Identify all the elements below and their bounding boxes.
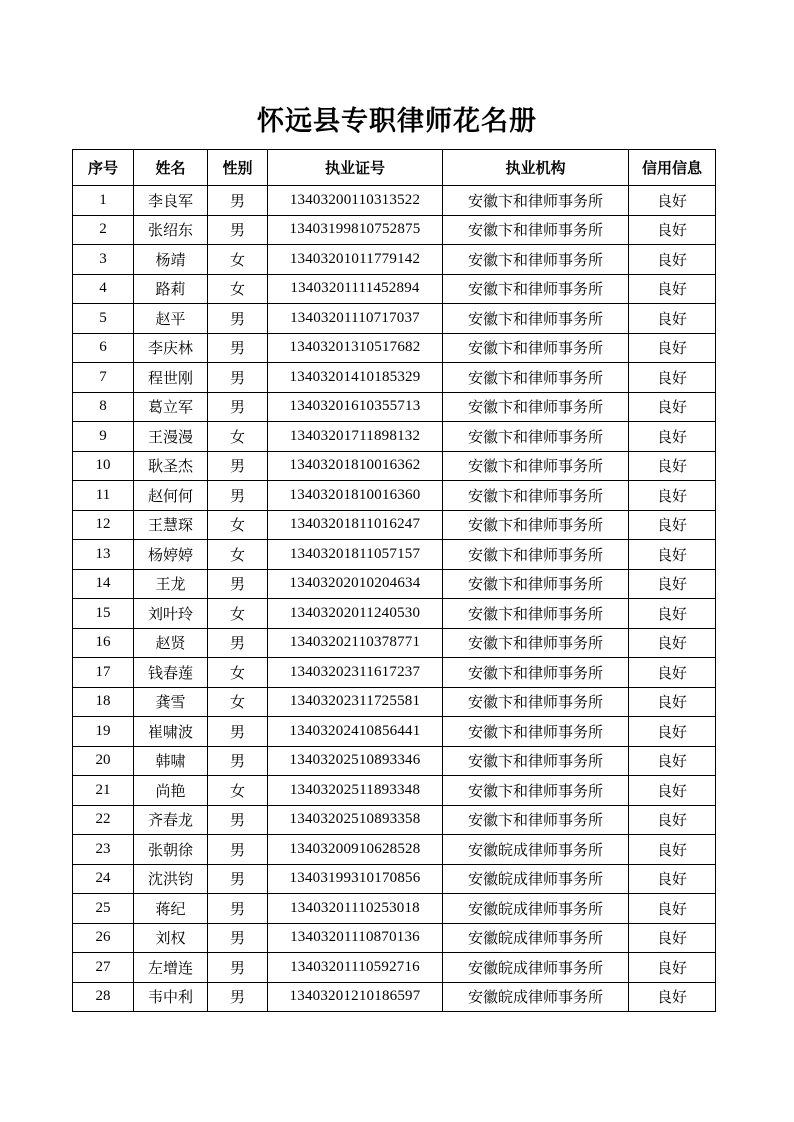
cell-credit: 良好 <box>629 392 716 422</box>
cell-index: 20 <box>73 746 134 776</box>
cell-gender: 女 <box>208 510 268 540</box>
cell-license-number: 13403202311617237 <box>268 658 443 688</box>
cell-name: 韦中利 <box>134 982 208 1012</box>
cell-gender: 男 <box>208 481 268 511</box>
cell-index: 6 <box>73 333 134 363</box>
cell-name: 张绍东 <box>134 215 208 245</box>
table-row <box>73 333 716 363</box>
table-row <box>73 864 716 894</box>
cell-gender: 男 <box>208 805 268 835</box>
cell-credit: 良好 <box>629 186 716 216</box>
cell-index: 19 <box>73 717 134 747</box>
cell-firm: 安徽卞和律师事务所 <box>443 481 629 511</box>
cell-gender: 男 <box>208 186 268 216</box>
cell-gender: 女 <box>208 687 268 717</box>
cell-gender: 男 <box>208 628 268 658</box>
column-header-name: 姓名 <box>134 150 208 186</box>
cell-name: 耿圣杰 <box>134 451 208 481</box>
cell-license-number: 13403201111452894 <box>268 274 443 304</box>
cell-firm: 安徽卞和律师事务所 <box>443 451 629 481</box>
cell-gender: 男 <box>208 923 268 953</box>
cell-firm: 安徽卞和律师事务所 <box>443 687 629 717</box>
cell-gender: 男 <box>208 864 268 894</box>
cell-credit: 良好 <box>629 864 716 894</box>
cell-gender: 男 <box>208 953 268 983</box>
cell-license-number: 13403201811016247 <box>268 510 443 540</box>
cell-license-number: 13403202410856441 <box>268 717 443 747</box>
table-row <box>73 274 716 304</box>
cell-firm: 安徽卞和律师事务所 <box>443 569 629 599</box>
cell-index: 27 <box>73 953 134 983</box>
cell-gender: 男 <box>208 835 268 865</box>
cell-license-number: 13403201410185329 <box>268 363 443 393</box>
cell-index: 10 <box>73 451 134 481</box>
cell-credit: 良好 <box>629 923 716 953</box>
cell-firm: 安徽卞和律师事务所 <box>443 392 629 422</box>
cell-license-number: 13403201711898132 <box>268 422 443 452</box>
cell-name: 路莉 <box>134 274 208 304</box>
cell-name: 杨婷婷 <box>134 540 208 570</box>
cell-gender: 女 <box>208 540 268 570</box>
cell-gender: 男 <box>208 569 268 599</box>
table-row <box>73 245 716 275</box>
cell-license-number: 13403201110717037 <box>268 304 443 334</box>
table-row <box>73 746 716 776</box>
cell-firm: 安徽皖成律师事务所 <box>443 835 629 865</box>
cell-firm: 安徽卞和律师事务所 <box>443 304 629 334</box>
table-row <box>73 363 716 393</box>
cell-license-number: 13403201110253018 <box>268 894 443 924</box>
cell-name: 蒋纪 <box>134 894 208 924</box>
cell-index: 5 <box>73 304 134 334</box>
cell-firm: 安徽皖成律师事务所 <box>443 982 629 1012</box>
cell-name: 王龙 <box>134 569 208 599</box>
column-header-license-number: 执业证号 <box>268 150 443 186</box>
cell-license-number: 13403201011779142 <box>268 245 443 275</box>
cell-index: 22 <box>73 805 134 835</box>
cell-firm: 安徽卞和律师事务所 <box>443 540 629 570</box>
cell-index: 16 <box>73 628 134 658</box>
table-row <box>73 953 716 983</box>
cell-index: 24 <box>73 864 134 894</box>
cell-license-number: 13403201210186597 <box>268 982 443 1012</box>
cell-gender: 男 <box>208 451 268 481</box>
column-header-index: 序号 <box>73 150 134 186</box>
cell-credit: 良好 <box>629 215 716 245</box>
cell-index: 12 <box>73 510 134 540</box>
table-row <box>73 923 716 953</box>
cell-name: 刘叶玲 <box>134 599 208 629</box>
cell-name: 龚雪 <box>134 687 208 717</box>
table-row <box>73 215 716 245</box>
cell-name: 赵平 <box>134 304 208 334</box>
table-row <box>73 658 716 688</box>
table-row <box>73 451 716 481</box>
cell-license-number: 13403201810016362 <box>268 451 443 481</box>
cell-firm: 安徽卞和律师事务所 <box>443 658 629 688</box>
cell-name: 刘权 <box>134 923 208 953</box>
table-row <box>73 186 716 216</box>
cell-index: 7 <box>73 363 134 393</box>
cell-name: 杨靖 <box>134 245 208 275</box>
cell-credit: 良好 <box>629 451 716 481</box>
column-header-credit: 信用信息 <box>629 150 716 186</box>
cell-index: 21 <box>73 776 134 806</box>
cell-firm: 安徽皖成律师事务所 <box>443 923 629 953</box>
cell-gender: 男 <box>208 392 268 422</box>
cell-gender: 男 <box>208 894 268 924</box>
cell-credit: 良好 <box>629 363 716 393</box>
cell-credit: 良好 <box>629 481 716 511</box>
cell-credit: 良好 <box>629 274 716 304</box>
cell-license-number: 13403199810752875 <box>268 215 443 245</box>
cell-firm: 安徽卞和律师事务所 <box>443 717 629 747</box>
lawyer-roster-table <box>72 149 716 1012</box>
cell-name: 李庆林 <box>134 333 208 363</box>
cell-name: 王漫漫 <box>134 422 208 452</box>
table-row <box>73 569 716 599</box>
cell-index: 9 <box>73 422 134 452</box>
cell-index: 28 <box>73 982 134 1012</box>
cell-index: 17 <box>73 658 134 688</box>
cell-firm: 安徽卞和律师事务所 <box>443 599 629 629</box>
column-header-gender: 性别 <box>208 150 268 186</box>
table-row <box>73 717 716 747</box>
cell-firm: 安徽卞和律师事务所 <box>443 776 629 806</box>
cell-index: 3 <box>73 245 134 275</box>
cell-license-number: 13403201110870136 <box>268 923 443 953</box>
table-row <box>73 982 716 1012</box>
table-row <box>73 422 716 452</box>
cell-gender: 男 <box>208 333 268 363</box>
cell-firm: 安徽卞和律师事务所 <box>443 746 629 776</box>
cell-gender: 女 <box>208 599 268 629</box>
table-row <box>73 392 716 422</box>
cell-gender: 女 <box>208 274 268 304</box>
cell-firm: 安徽卞和律师事务所 <box>443 628 629 658</box>
cell-name: 张朝徐 <box>134 835 208 865</box>
cell-name: 左增连 <box>134 953 208 983</box>
cell-credit: 良好 <box>629 805 716 835</box>
cell-index: 4 <box>73 274 134 304</box>
cell-index: 14 <box>73 569 134 599</box>
cell-license-number: 13403202010204634 <box>268 569 443 599</box>
cell-license-number: 13403201110592716 <box>268 953 443 983</box>
cell-firm: 安徽卞和律师事务所 <box>443 274 629 304</box>
table-row <box>73 805 716 835</box>
cell-credit: 良好 <box>629 982 716 1012</box>
cell-credit: 良好 <box>629 304 716 334</box>
cell-firm: 安徽卞和律师事务所 <box>443 186 629 216</box>
cell-credit: 良好 <box>629 510 716 540</box>
cell-name: 赵贤 <box>134 628 208 658</box>
cell-gender: 女 <box>208 776 268 806</box>
cell-credit: 良好 <box>629 894 716 924</box>
cell-name: 钱春莲 <box>134 658 208 688</box>
cell-index: 18 <box>73 687 134 717</box>
cell-name: 葛立军 <box>134 392 208 422</box>
cell-firm: 安徽卞和律师事务所 <box>443 215 629 245</box>
cell-credit: 良好 <box>629 540 716 570</box>
cell-license-number: 13403199310170856 <box>268 864 443 894</box>
cell-index: 25 <box>73 894 134 924</box>
cell-credit: 良好 <box>629 687 716 717</box>
cell-name: 赵何何 <box>134 481 208 511</box>
cell-index: 2 <box>73 215 134 245</box>
cell-firm: 安徽卞和律师事务所 <box>443 363 629 393</box>
cell-name: 韩啸 <box>134 746 208 776</box>
cell-credit: 良好 <box>629 628 716 658</box>
cell-firm: 安徽卞和律师事务所 <box>443 510 629 540</box>
cell-license-number: 13403202110378771 <box>268 628 443 658</box>
cell-gender: 男 <box>208 363 268 393</box>
cell-credit: 良好 <box>629 746 716 776</box>
cell-license-number: 13403200110313522 <box>268 186 443 216</box>
cell-credit: 良好 <box>629 953 716 983</box>
cell-credit: 良好 <box>629 422 716 452</box>
cell-credit: 良好 <box>629 599 716 629</box>
cell-license-number: 13403200910628528 <box>268 835 443 865</box>
cell-name: 齐春龙 <box>134 805 208 835</box>
cell-index: 15 <box>73 599 134 629</box>
table-row <box>73 599 716 629</box>
cell-firm: 安徽卞和律师事务所 <box>443 245 629 275</box>
cell-license-number: 13403202510893358 <box>268 805 443 835</box>
cell-index: 13 <box>73 540 134 570</box>
table-row <box>73 510 716 540</box>
cell-license-number: 13403201811057157 <box>268 540 443 570</box>
cell-license-number: 13403202510893346 <box>268 746 443 776</box>
cell-credit: 良好 <box>629 835 716 865</box>
cell-name: 尚艳 <box>134 776 208 806</box>
cell-credit: 良好 <box>629 333 716 363</box>
cell-license-number: 13403202311725581 <box>268 687 443 717</box>
page-title: 怀远县专职律师花名册 <box>257 106 537 137</box>
cell-index: 26 <box>73 923 134 953</box>
cell-name: 王慧琛 <box>134 510 208 540</box>
cell-firm: 安徽卞和律师事务所 <box>443 805 629 835</box>
cell-license-number: 13403201610355713 <box>268 392 443 422</box>
table-row <box>73 628 716 658</box>
cell-license-number: 13403201310517682 <box>268 333 443 363</box>
cell-firm: 安徽皖成律师事务所 <box>443 894 629 924</box>
cell-name: 程世刚 <box>134 363 208 393</box>
cell-name: 李良军 <box>134 186 208 216</box>
cell-credit: 良好 <box>629 658 716 688</box>
cell-name: 崔啸波 <box>134 717 208 747</box>
cell-credit: 良好 <box>629 776 716 806</box>
cell-gender: 男 <box>208 717 268 747</box>
cell-gender: 女 <box>208 422 268 452</box>
column-header-firm: 执业机构 <box>443 150 629 186</box>
cell-index: 23 <box>73 835 134 865</box>
cell-index: 11 <box>73 481 134 511</box>
table-body <box>73 186 716 1012</box>
cell-credit: 良好 <box>629 245 716 275</box>
cell-firm: 安徽卞和律师事务所 <box>443 333 629 363</box>
cell-credit: 良好 <box>629 569 716 599</box>
cell-gender: 男 <box>208 746 268 776</box>
table-row <box>73 776 716 806</box>
cell-gender: 男 <box>208 215 268 245</box>
table-header-row <box>73 150 716 186</box>
cell-gender: 男 <box>208 982 268 1012</box>
cell-gender: 女 <box>208 245 268 275</box>
cell-gender: 男 <box>208 304 268 334</box>
table-row <box>73 540 716 570</box>
cell-firm: 安徽皖成律师事务所 <box>443 953 629 983</box>
table-row <box>73 835 716 865</box>
table-row <box>73 894 716 924</box>
cell-credit: 良好 <box>629 717 716 747</box>
cell-name: 沈洪钧 <box>134 864 208 894</box>
cell-license-number: 13403201810016360 <box>268 481 443 511</box>
cell-license-number: 13403202511893348 <box>268 776 443 806</box>
cell-gender: 女 <box>208 658 268 688</box>
cell-firm: 安徽皖成律师事务所 <box>443 864 629 894</box>
cell-firm: 安徽卞和律师事务所 <box>443 422 629 452</box>
table-row <box>73 304 716 334</box>
cell-index: 1 <box>73 186 134 216</box>
cell-license-number: 13403202011240530 <box>268 599 443 629</box>
table-row <box>73 687 716 717</box>
table-row <box>73 481 716 511</box>
cell-index: 8 <box>73 392 134 422</box>
